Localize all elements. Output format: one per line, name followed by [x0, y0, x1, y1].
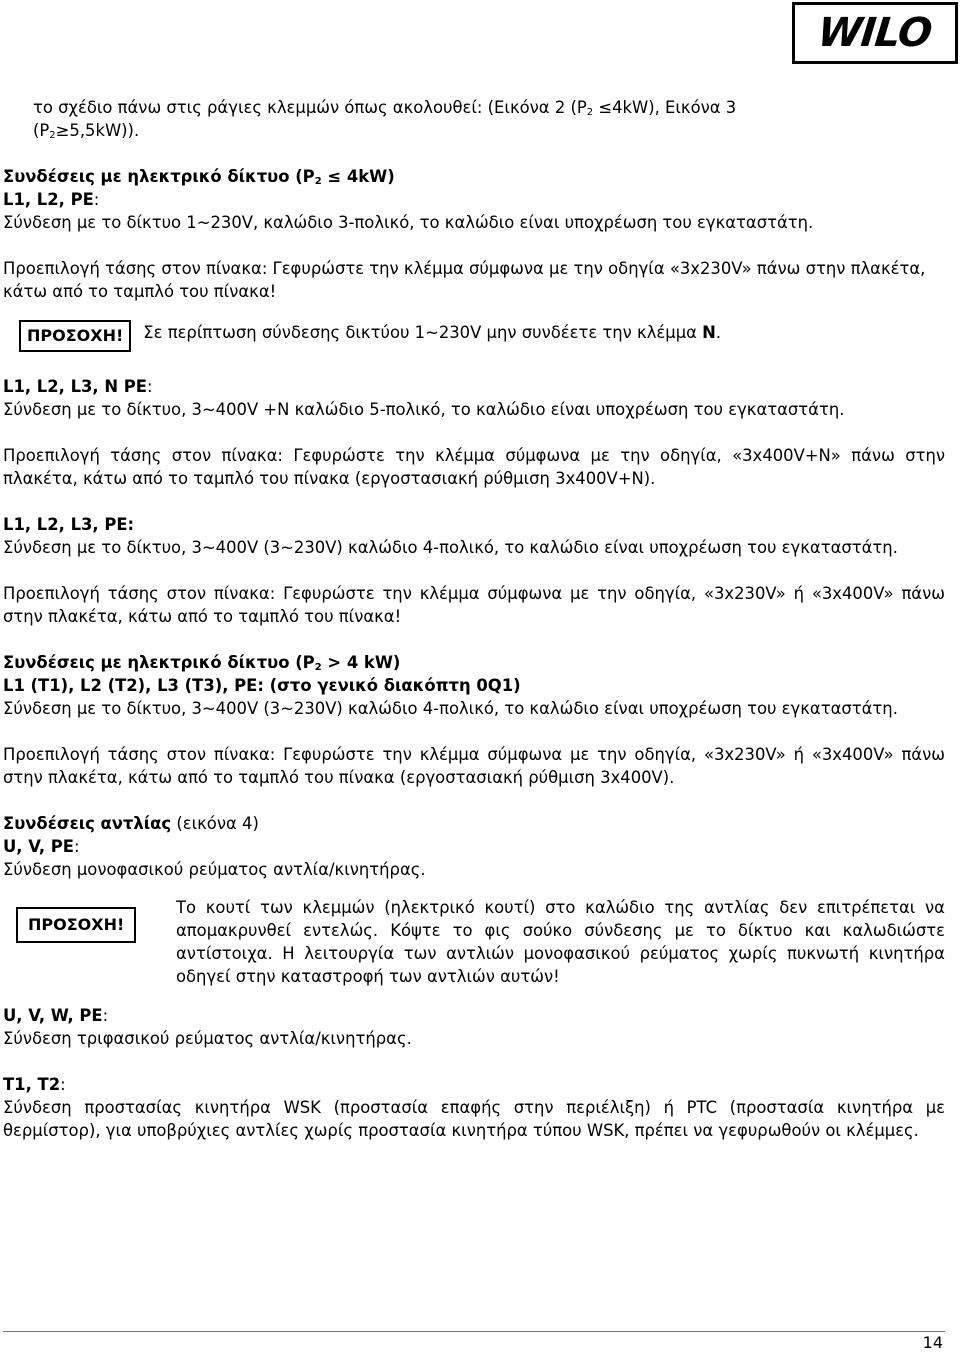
- uvpe-label: U, V, PE: [3, 837, 74, 856]
- l1l2l3npe-label: L1, L2, L3, N PE: [3, 377, 147, 396]
- section2-preselect: Προεπιλογή τάσης στον πίνακα: Γεφυρώστε την κλέμμα σύμφωνα με την οδηγία, «3x230V» ή «3x400V» πάνω στην πλακέτα, κάτω από το ταμπλό του πίνακα (εργοστασιακή ρύθμιση 3x400V).: [3, 745, 945, 787]
- l1l2pe-heading: [3, 188, 945, 211]
- l1l2l3npe-text: Σύνδεση με το δίκτυο, 3~400V +N καλώδιο 5-πολικό, το καλώδιο είναι υποχρέωση του εγκαταστάτη.: [3, 400, 845, 419]
- l1l2pe-label: L1, L2, PE: [3, 190, 94, 209]
- subscript-2b: 2: [49, 130, 56, 141]
- uvpe-text: Σύνδεση μονοφασικού ρεύματος αντλία/κινητήρας.: [3, 860, 426, 879]
- page-number: 14: [922, 1333, 943, 1352]
- preselect-2: Προεπιλογή τάσης στον πίνακα: Γεφυρώστε την κλέμμα σύμφωνα με την οδηγία, «3x400V+N» πάνω στην πλακέτα, κάτω από το ταμπλό του πίνακα (εργοστασιακή ρύθμιση 3x400V+N).: [3, 446, 945, 488]
- uvwpe-label: U, V, W, PE: [3, 1006, 103, 1025]
- warning-1: [3, 320, 945, 352]
- section1-title-b: ≤ 4kW): [321, 167, 395, 186]
- uvpe-heading: [3, 835, 945, 858]
- warning-2-badge: ΠΡΟΣΟΧΗ!: [16, 907, 136, 943]
- intro-text-c: (P: [33, 121, 50, 140]
- intro-line-1: [33, 96, 945, 119]
- intro-paragraph: [3, 96, 945, 142]
- warning-2-text: Το κουτί των κλεμμών (ηλεκτρικό κουτί) στο καλώδιο της αντλίας δεν επιτρέπεται να απομακρυνθεί εντελώς. Κόψτε το φις σούκο σύνδεσης με το δίκτυο και καλωδιώστε αντίστοιχα. Η λειτουργία των αντλιών μονοφασικού ρεύματος χωρίς πυκνωτή κινητήρα οδηγεί στην καταστροφή των αντλιών αυτών!: [176, 898, 945, 986]
- warning-1-text: [143, 320, 945, 344]
- intro-text-d: ≥5,5kW)).: [55, 121, 140, 140]
- l1l2pe-colon: :: [93, 190, 100, 209]
- document-body: [3, 96, 945, 1142]
- section1-title-a: Συνδέσεις με ηλεκτρικό δίκτυο (P: [3, 167, 315, 186]
- t1t2-label: T1, T2: [3, 1075, 61, 1094]
- uvwpe-colon: :: [102, 1006, 109, 1025]
- section2-title-a: Συνδέσεις με ηλεκτρικό δίκτυο (P: [3, 653, 315, 672]
- footer-divider: [3, 1331, 945, 1332]
- section1-subscript: 2: [314, 176, 322, 187]
- section3-title-bold: Συνδέσεις αντλίας: [3, 814, 172, 833]
- section2-title-b: > 4 kW): [321, 653, 401, 672]
- l1l2l3pe-text: Σύνδεση με το δίκτυο, 3~400V (3~230V) καλώδιο 4-πολικό, το καλώδιο είναι υποχρέωση του εγκαταστάτη.: [3, 538, 898, 557]
- subscript-2: 2: [586, 107, 594, 118]
- t1t2-colon: :: [60, 1075, 66, 1094]
- section1-title: [3, 165, 945, 188]
- warning-1-text-n: N: [702, 323, 716, 342]
- l1l2l3pe-label: L1, L2, L3, PE:: [3, 515, 135, 534]
- uvwpe-heading: [3, 1004, 945, 1027]
- section3-title: [3, 812, 945, 835]
- wilo-logo: [792, 2, 958, 64]
- section2-title: [3, 651, 945, 674]
- section2-subscript: 2: [314, 662, 322, 673]
- preselect-1: Προεπιλογή τάσης στον πίνακα: Γεφυρώστε την κλέμμα σύμφωνα με την οδηγία «3x230V» πάνω στην πλακέτα, κάτω από το ταμπλό του πίνακα!: [3, 259, 926, 301]
- warning-2: [3, 896, 945, 988]
- uvwpe-text: Σύνδεση τριφασικού ρεύματος αντλία/κινητήρας.: [3, 1029, 412, 1048]
- t1t2-text: Σύνδεση προστασίας κινητήρα WSK (προστασία επαφής στην περιέλιξη) ή PTC (προστασία κινητήρα με θερμίστορ), για υποβρύχιες αντλίες χωρίς προστασία κινητήρα τύπου WSK, πρέπει να γεφυρωθούν οι κλέμμες.: [3, 1098, 945, 1140]
- wilo-logo-text: WILO: [816, 10, 934, 56]
- intro-text-b: ≤4kW), Εικόνα 3: [593, 98, 737, 117]
- warning-1-text-a: Σε περίπτωση σύνδεσης δικτύου 1~230V μην συνδέετε την κλέμμα: [143, 323, 703, 342]
- preselect-3: Προεπιλογή τάσης στον πίνακα: Γεφυρώστε την κλέμμα σύμφωνα με την οδηγία, «3x230V» ή «3x400V» πάνω στην πλακέτα, κάτω από το ταμπλό του πίνακα!: [3, 584, 945, 626]
- uvpe-colon: :: [73, 837, 80, 856]
- warning-1-badge: ΠΡΟΣΟΧΗ!: [19, 320, 131, 352]
- l1l2l3npe-heading: [3, 375, 945, 398]
- t1t2-heading: [3, 1073, 945, 1096]
- l1l2l3npe-colon: :: [146, 377, 153, 396]
- l1l2pe-text: Σύνδεση με το δίκτυο 1~230V, καλώδιο 3-πολικό, το καλώδιο είναι υποχρέωση του εγκαταστάτη.: [3, 213, 814, 232]
- warning-2-badge-wrap: [3, 896, 163, 943]
- section2-text: Σύνδεση με το δίκτυο, 3~400V (3~230V) καλώδιο 4-πολικό, το καλώδιο είναι υποχρέωση του εγκαταστάτη.: [3, 699, 898, 718]
- intro-line-2: [33, 119, 945, 142]
- section3-title-normal: (εικόνα 4): [171, 814, 259, 833]
- warning-1-text-c: .: [715, 323, 722, 342]
- intro-text-a: το σχέδιο πάνω στις ράγιες κλεμμών όπως ακολουθεί: (Εικόνα 2 (P: [33, 98, 587, 117]
- section2-subtitle: L1 (T1), L2 (T2), L3 (T3), PE: (στο γενικό διακόπτη 0Q1): [3, 676, 521, 695]
